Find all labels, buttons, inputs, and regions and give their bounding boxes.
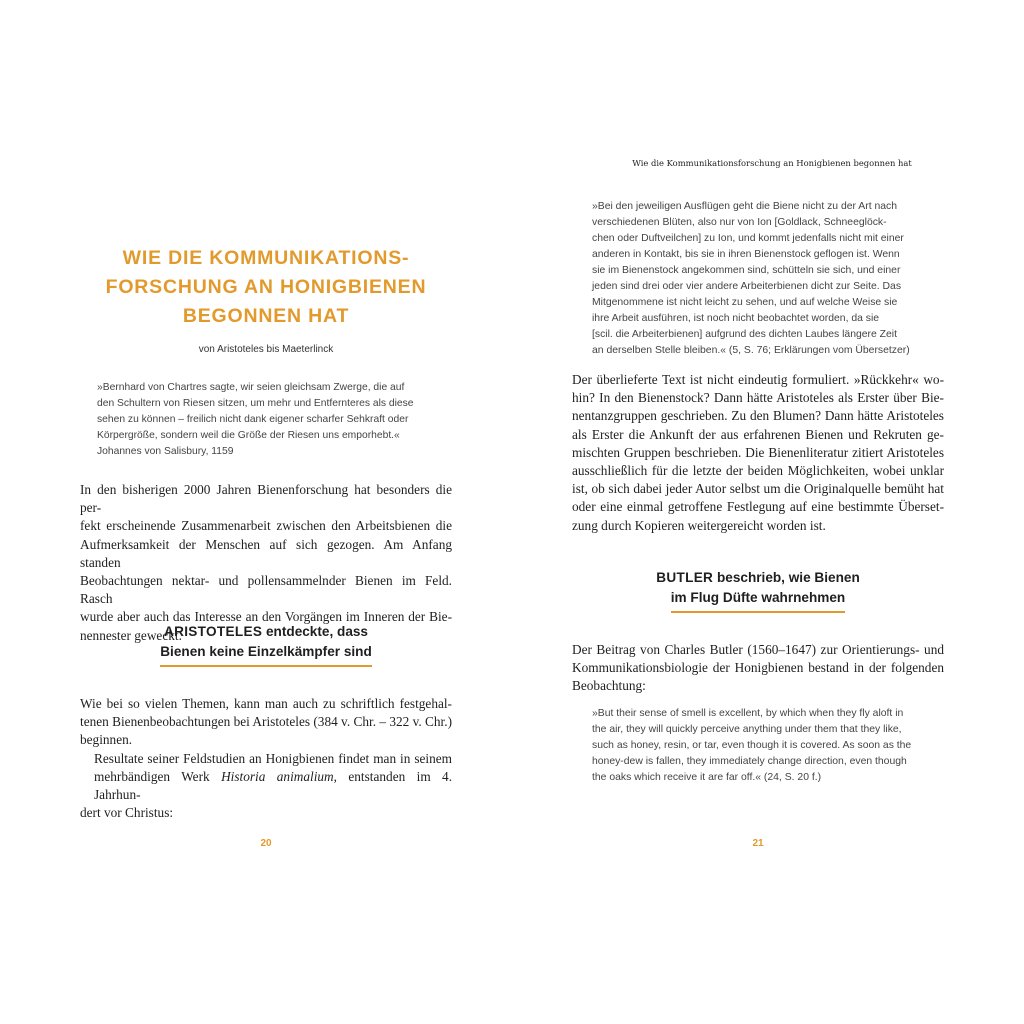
- text-line: ausschließlich für die letzte der beiden Möglichkeiten, wobei unklar: [572, 463, 944, 479]
- motto-line: den Schultern von Riesen sitzen, um mehr und Entfernteres als diese: [97, 398, 414, 409]
- intro-paragraph: [80, 481, 452, 645]
- text-line: Beobachtungen nektar- und pollensammelnder Bienen im Feld. Rasch: [80, 573, 452, 607]
- text-line: Aufmerksamkeit der Menschen auf sich gezogen. Am Anfang standen: [80, 536, 452, 570]
- quote-line: an derselben Stelle bleiben.« (5, S. 76; Erklärungen vom Übersetzer): [592, 345, 910, 356]
- aristoteles-paragraph: [80, 695, 452, 822]
- butler-quote: [592, 706, 942, 786]
- chapter-title: [80, 244, 452, 331]
- quote-line: the oaks which receive it are far off.« (24, S. 20 f.): [592, 772, 822, 783]
- quote-line: verschiedenen Blüten, also nur von Ion [Goldlack, Schneeglöck-: [592, 217, 887, 228]
- quote-line: »But their sense of smell is excellent, by which when they fly aloft in: [592, 708, 904, 719]
- quote-line: [scil. die Arbeiterbienen] aufgrund des dichten Laubes längere Zeit: [592, 329, 897, 340]
- text-line: Beobachtung:: [572, 678, 646, 694]
- text-line: hin? In den Bienenstock? Dann hätte Aristoteles als Erster über Bie-: [572, 390, 944, 406]
- chapter-title-line: FORSCHUNG AN HONIGBIENEN: [105, 276, 427, 298]
- text-line: tenen Bienenbeobachtungen bei Aristoteles (384 v. Chr. – 322 v. Chr.): [80, 714, 452, 730]
- quote-line: honey-dew is fallen, they immediately change direction, even though: [592, 756, 907, 767]
- motto-author: Johannes von Salisbury, 1159: [97, 446, 234, 457]
- quote-line: ihre Arbeit ausführen, ist noch nicht beobachtet worden, da sie: [592, 313, 880, 324]
- text-line: dert vor Christus:: [80, 805, 174, 821]
- quote-line: »Bei den jeweiligen Ausflügen geht die Biene nicht zu der Art nach: [592, 201, 898, 212]
- section-heading-butler: [572, 568, 944, 613]
- quote-line: such as honey, resin, or tar, even though it is covered. As soon as the: [592, 740, 912, 751]
- text-line: wurde aber auch das Interesse an den Vorgängen im Inneren der Bie-: [80, 609, 452, 625]
- text-line: Kommunikationsbiologie der Honigbienen bestand in der folgenden: [572, 660, 944, 676]
- quote-line: sie im Bienenstock angekommen sind, schütteln sie sich, und einer: [592, 265, 901, 276]
- butler-paragraph: [572, 641, 944, 696]
- heading-text: beschrieb, wie Bienen: [713, 570, 860, 585]
- text-line: nennester geweckt.: [80, 627, 182, 643]
- text-fragment: , entstanden im 4. Jahrhun-: [94, 768, 453, 803]
- analysis-paragraph: [572, 371, 944, 535]
- text-line: beginnen.: [80, 732, 133, 748]
- text-line: Der überlieferte Text ist nicht eindeutig formuliert. »Rückkehr« wo-: [572, 372, 944, 387]
- heading-underlined-line: im Flug Düfte wahrnehmen: [671, 588, 845, 613]
- motto-line: sehen zu können – freilich nicht dank eigener scharfer Sehkraft oder: [97, 414, 409, 425]
- text-line: oder eine einmal getroffene Festlegung auf eine bestimmte Überset-: [572, 499, 944, 515]
- quote-line: the air, they will quickly perceive anything under them that they like,: [592, 724, 902, 735]
- text-line-historia: [80, 768, 452, 804]
- text-line: mischten Gruppen beschrieben. Die Bienenliteratur zitiert Aristoteles: [572, 444, 944, 460]
- heading-name: ARISTOTELES: [164, 624, 263, 639]
- chapter-title-line: WIE DIE KOMMUNIKATIONS-: [122, 247, 410, 269]
- heading-name: BUTLER: [656, 570, 714, 585]
- heading-text: entdeckte, dass: [262, 624, 368, 639]
- running-head: Wie die Kommunikationsforschung an Honigbienen begonnen hat: [632, 158, 912, 168]
- quote-line: anderen in Kontakt, bis sie in ihren Bienenstock geflogen ist. Wenn: [592, 249, 900, 260]
- quote-line: jeden sind drei oder vier andere Arbeiterbienen dicht zur Seite. Das: [592, 281, 902, 292]
- section-heading-aristoteles: [80, 622, 452, 667]
- chapter-subtitle: von Aristoteles bis Maeterlinck: [198, 344, 334, 355]
- text-line: fekt erscheinende Zusammenarbeit zwischen den Arbeitsbienen die: [80, 518, 452, 534]
- text-line: In den bisherigen 2000 Jahren Bienenforschung hat besonders die per-: [80, 482, 452, 516]
- motto-line: Körpergröße, sondern weil die Größe der Riesen uns emporhebt.«: [97, 430, 400, 441]
- motto-line: »Bernhard von Chartres sagte, wir seien gleichsam Zwerge, die auf: [97, 382, 405, 393]
- book-title: Historia animalium: [221, 768, 334, 784]
- quote-line: Mitgenommene ist nicht leicht zu sehen, und auf welche Weise sie: [592, 297, 898, 308]
- text-line: Der Beitrag von Charles Butler (1560–1647) zur Orientierungs- und: [572, 642, 944, 657]
- aristoteles-quote: [592, 199, 932, 359]
- text-line: Wie bei so vielen Themen, kann man auch zu schriftlich festgehal-: [80, 696, 452, 711]
- text-line: ist, ob sich dabei jeder Autor selbst um die Originalquelle bemüht hat: [572, 481, 944, 497]
- text-line: Resultate seiner Feldstudien an Honigbienen findet man in seinem: [94, 750, 452, 766]
- page-number: 20: [260, 838, 272, 849]
- motto-quote: [97, 380, 442, 460]
- text-line: nentanzgruppen geschrieben. Zu den Blumen? Dann hätte Aristoteles: [572, 408, 944, 424]
- text-line: als Erster die Ankunft der aus erfahrenen Bienen und Rekruten ge-: [572, 426, 944, 442]
- page-number: 21: [752, 838, 764, 849]
- chapter-title-line: BEGONNEN HAT: [182, 305, 350, 327]
- quote-line: chen oder Duftveilchen] zu Ion, und kommt jedenfalls nicht mit einer: [592, 233, 904, 244]
- text-line: zung durch Kopieren weitergereicht worden ist.: [572, 517, 826, 533]
- heading-underlined-line: Bienen keine Einzelkämpfer sind: [160, 642, 372, 667]
- text-fragment: mehrbändigen Werk: [94, 768, 222, 784]
